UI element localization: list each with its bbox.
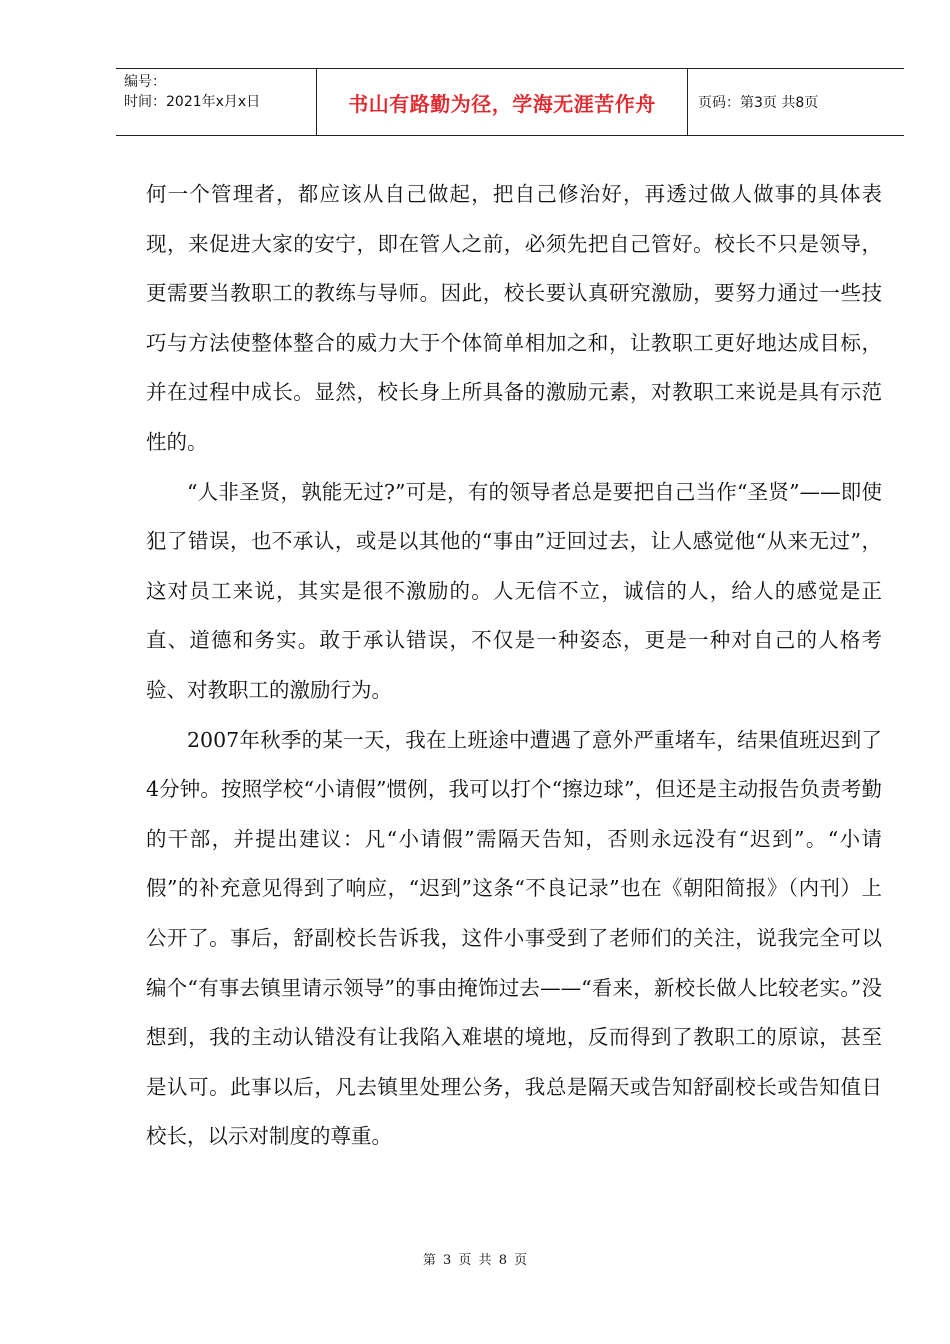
header-motto-cell — [316, 69, 688, 135]
page-header — [116, 68, 904, 136]
document-body — [146, 170, 882, 1162]
paragraph: 2007年秋季的某一天，我在上班途中遭遇了意外严重堵车，结果值班迟到了4分钟。按照学校“小请假”惯例，我可以打个“擦边球”，但还是主动报告负责考勤的干部，并提出建议：凡“小请假”需隔天告知，否则永远没有“迟到”。“小请假”的补充意见得到了响应，“迟到”这条“不良记录”也在《朝阳简报》（内刊）上公开了。事后，舒副校长告诉我，这件小事受到了老师们的关注，说我完全可以编个“有事去镇里请示领导”的事由掩饰过去——“看来，新校长做人比较老实。”没想到，我的主动认错没有让我陷入难堪的境地，反而得到了教职工的原谅，甚至是认可。此事以后，凡去镇里处理公务，我总是隔天或告知舒副校长或告知值日校长，以示对制度的尊重。 — [146, 727, 882, 1149]
document-number-label: 编号： — [124, 74, 166, 90]
page-footer: 第 3 页 共 8 页 — [422, 1253, 528, 1268]
document-time-label: 时间：2021年x月x日 — [124, 94, 261, 110]
paragraph-continuation: 何一个管理者，都应该从自己做起，把自己修治好，再透过做人做事的具体表现，来促进大家的安宁，即在管人之前，必须先把自己管好。校长不只是领导，更需要当教职工的教练与导师。因此，校长要认真研究激励，要努力通过一些技巧与方法使整体整合的威力大于个体简单相加之和，让教职工更好地达成目标，并在过程中成长。显然，校长身上所具备的激励元素，对教职工来说是具有示范性的。 — [146, 182, 882, 454]
header-page-info: 页码：第3页 共8页 — [698, 95, 819, 111]
header-page-info-cell — [698, 69, 818, 135]
paragraph: “人非圣贤，孰能无过?”可是，有的领导者总是要把自己当作“圣贤”——即使犯了错误，也不承认，或是以其他的“事由”迂回过去，让人感觉他“从来无过”，这对员工来说，其实是很不激励的。人无信不立，诚信的人，给人的感觉是正直、道德和务实。敢于承认错误，不仅是一种姿态，更是一种对自己的人格考验、对教职工的激励行为。 — [146, 479, 882, 702]
header-motto: 书山有路勤为径，学海无涯苦作舟 — [348, 91, 656, 116]
header-left-cell — [124, 72, 260, 112]
